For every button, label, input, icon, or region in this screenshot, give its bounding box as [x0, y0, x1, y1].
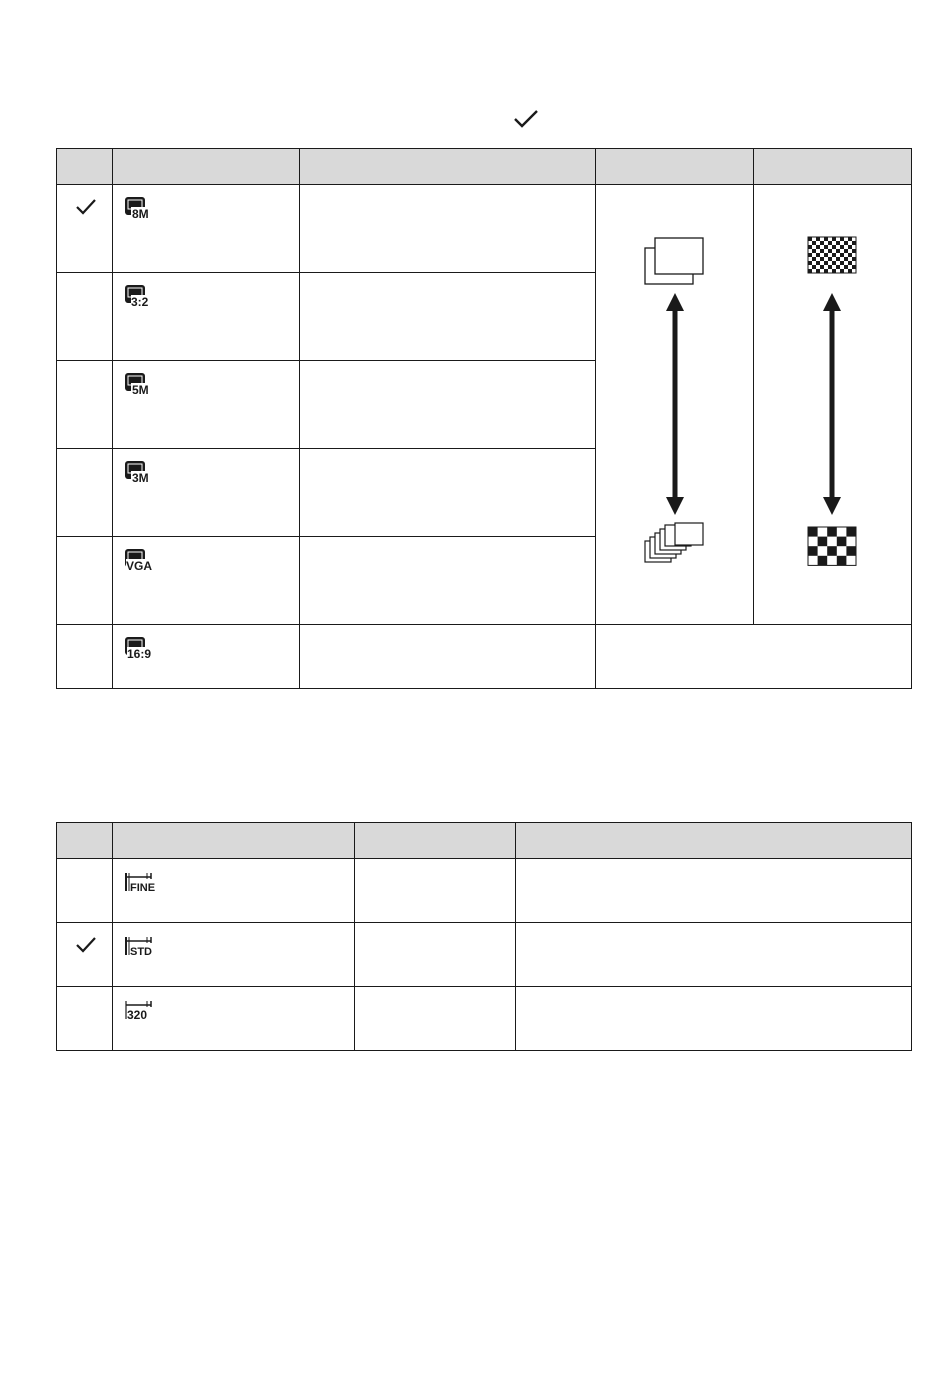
pattern-square — [836, 241, 840, 245]
pattern-square — [844, 241, 848, 245]
icon-label: STD — [130, 946, 152, 958]
checkmark-icon — [75, 935, 97, 955]
pattern-square — [828, 241, 832, 245]
icon-label: 320 — [127, 1008, 148, 1022]
table-row[interactable] — [57, 923, 912, 987]
icon-cell — [113, 625, 300, 689]
checkmark-icon — [75, 197, 97, 217]
pattern-square — [828, 265, 832, 269]
icon-label: 5M — [132, 383, 149, 397]
pattern-square — [808, 237, 812, 241]
icon-cell — [113, 273, 300, 361]
pattern-square — [816, 269, 820, 273]
default-cell — [57, 923, 113, 987]
pattern-square — [832, 237, 836, 241]
pattern-square — [818, 537, 828, 547]
pattern-square — [840, 261, 844, 265]
default-cell — [57, 987, 113, 1051]
pattern-square — [808, 269, 812, 273]
pattern-square — [824, 269, 828, 273]
default-cell — [57, 185, 113, 273]
movie-size-320-icon — [123, 997, 161, 1023]
icon-cell — [113, 859, 355, 923]
icon-cell — [113, 185, 300, 273]
image-size-vga-icon — [123, 547, 159, 573]
pattern-square — [816, 253, 820, 257]
fewer-images-icon — [645, 238, 703, 284]
pattern-square — [836, 265, 840, 269]
icon-cell — [113, 537, 300, 625]
pattern-square — [846, 527, 856, 537]
table-row[interactable] — [57, 987, 912, 1051]
icon-cell — [113, 449, 300, 537]
pattern-square — [808, 527, 818, 537]
default-cell — [57, 361, 113, 449]
pattern-square — [816, 261, 820, 265]
value-cell — [355, 987, 516, 1051]
default-cell — [57, 625, 113, 689]
pattern-square — [848, 253, 852, 257]
pattern-square — [848, 261, 852, 265]
pattern-square — [846, 546, 856, 556]
pattern-square — [816, 245, 820, 249]
icon-cell — [113, 923, 355, 987]
coarse-pattern-icon — [808, 527, 856, 565]
pattern-square — [808, 546, 818, 556]
pattern-square — [820, 241, 824, 245]
header-cell — [355, 823, 516, 859]
pattern-square — [832, 261, 836, 265]
pattern-square — [820, 265, 824, 269]
image-quality-column — [754, 185, 912, 625]
pattern-square — [852, 257, 856, 261]
up-down-arrow-icon — [666, 293, 684, 515]
description-cell — [516, 987, 912, 1051]
description-cell — [300, 273, 596, 361]
pattern-square — [840, 245, 844, 249]
default-cell — [57, 859, 113, 923]
description-cell — [300, 449, 596, 537]
pattern-square — [820, 257, 824, 261]
pattern-square — [824, 253, 828, 257]
pattern-square — [832, 245, 836, 249]
image-size-16-9-icon — [123, 635, 159, 661]
description-cell — [516, 859, 912, 923]
icon-label: FINE — [130, 882, 156, 894]
icon-cell — [113, 987, 355, 1051]
description-cell — [300, 537, 596, 625]
fewer-more-images-graphic — [596, 185, 754, 627]
pattern-square — [808, 253, 812, 257]
pattern-square — [840, 269, 844, 273]
pattern-square — [836, 249, 840, 253]
pattern-square — [827, 546, 837, 556]
description-cell — [300, 625, 596, 689]
pattern-square — [812, 257, 816, 261]
checkmark-icon — [513, 108, 539, 130]
up-down-arrow-icon — [823, 293, 841, 515]
icon-label: 16:9 — [127, 647, 152, 661]
more-images-icon — [645, 523, 703, 562]
description-cell — [300, 185, 596, 273]
header-cell — [57, 823, 113, 859]
pattern-square — [824, 261, 828, 265]
table-header-row — [57, 823, 912, 859]
description-cell — [516, 923, 912, 987]
pattern-square — [852, 249, 856, 253]
header-cell — [516, 823, 912, 859]
image-size-3m-icon — [123, 459, 159, 485]
fine-pattern-icon — [808, 237, 856, 273]
image-size-8m-icon — [123, 195, 159, 221]
default-cell — [57, 273, 113, 361]
pattern-square — [852, 265, 856, 269]
pattern-square — [827, 527, 837, 537]
merged-cell — [596, 625, 912, 689]
pattern-square — [844, 265, 848, 269]
header-cell — [596, 149, 754, 185]
movie-size-std-icon — [123, 933, 161, 959]
default-cell — [57, 537, 113, 625]
pattern-square — [852, 241, 856, 245]
pattern-square — [837, 556, 847, 566]
pattern-square — [824, 245, 828, 249]
icon-label: 8M — [132, 207, 149, 221]
pattern-square — [818, 556, 828, 566]
header-cell — [113, 149, 300, 185]
pattern-square — [848, 245, 852, 249]
fine-coarse-quality-graphic — [754, 185, 912, 627]
header-cell — [113, 823, 355, 859]
pattern-square — [812, 249, 816, 253]
pattern-square — [812, 265, 816, 269]
pattern-square — [837, 537, 847, 547]
movie-size-fine-icon — [123, 869, 161, 895]
pattern-square — [840, 253, 844, 257]
pattern-square — [844, 257, 848, 261]
value-cell — [355, 923, 516, 987]
pattern-square — [844, 249, 848, 253]
header-cell — [754, 149, 912, 185]
description-cell — [300, 361, 596, 449]
table-row[interactable] — [57, 625, 912, 689]
pattern-square — [836, 257, 840, 261]
pattern-square — [832, 253, 836, 257]
pattern-square — [828, 249, 832, 253]
pattern-square — [820, 249, 824, 253]
icon-label: 3M — [132, 471, 149, 485]
value-cell — [355, 859, 516, 923]
table-header-row — [57, 149, 912, 185]
pattern-square — [816, 237, 820, 241]
pattern-square — [848, 237, 852, 241]
pattern-square — [808, 261, 812, 265]
header-cell — [57, 149, 113, 185]
header-cell — [300, 149, 596, 185]
movie-size-table — [56, 822, 912, 1051]
image-size-5m-icon — [123, 371, 159, 397]
pattern-square — [812, 241, 816, 245]
pattern-square — [848, 269, 852, 273]
icon-cell — [113, 361, 300, 449]
pattern-square — [840, 237, 844, 241]
pattern-square — [828, 257, 832, 261]
pattern-square — [824, 237, 828, 241]
pattern-square — [832, 269, 836, 273]
image-size-3-2-icon — [123, 283, 159, 309]
image-size-table — [56, 148, 912, 689]
image-count-column — [596, 185, 754, 625]
table-row[interactable] — [57, 859, 912, 923]
icon-label: VGA — [126, 559, 153, 573]
icon-label: 3:2 — [131, 295, 149, 309]
table-row[interactable] — [57, 185, 912, 273]
default-cell — [57, 449, 113, 537]
pattern-square — [808, 245, 812, 249]
